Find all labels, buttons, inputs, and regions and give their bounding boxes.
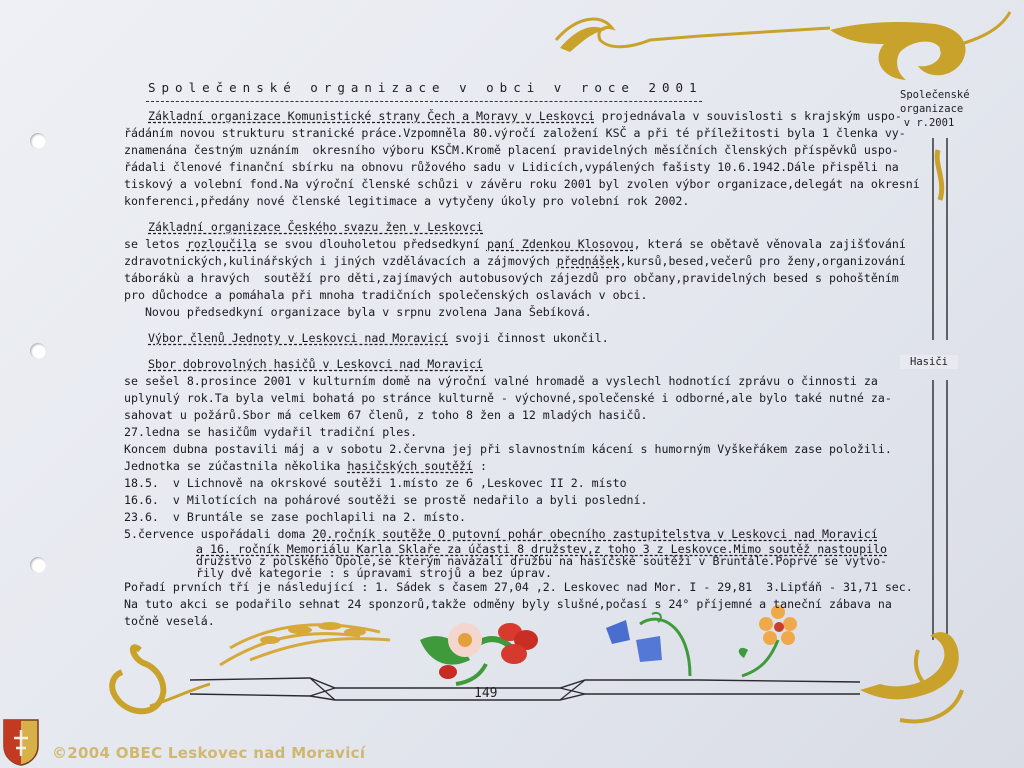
paragraph-line: konferenci,předány nové členské legitimace a vytyčeny úkoly pro volební rok 2002.: [124, 194, 690, 208]
page-heading: Společenské organizace v obci v roce 2001: [148, 80, 703, 95]
paragraph-line: uplynulý rok.Ta byla velmi bohatá po stránce kulturně - výchovné,společenské i odborné,ale bylo také nutné za-: [124, 391, 892, 405]
paragraph-line: řádáním novou strukturu stranické práce.Vzpomněla 80.výročí založení KSČ a při té příležitosti byla 1 členka vy-: [124, 126, 906, 140]
paragraph-line: tiskový a volební fond.Na výroční členské schůzi v závěru roku 2001 byl zvolen výbor organizace,delegát na okresní: [124, 177, 920, 191]
border-line: [190, 678, 860, 700]
paragraph-line: táborákù a hravých soutěží pro děti,zajímavých autobusových zájezdů pro občany,pravidelných besed s pohoštěním: [124, 271, 899, 285]
paragraph-line: Pořadí prvních tří je následující : 1. Sádek s časem 27,04 ,2. Leskovec nad Mor. I - 29,81 3.Lipťáň - 31,71 sec.: [124, 580, 913, 594]
paragraph-line: se sešel 8.prosince 2001 v kulturním domě na výroční valné hromadě a vyslechl hodnotící zprávu o činnosti za: [124, 374, 878, 388]
paragraph-line: 5.července uspořádali doma 20.ročník soutěže O putovní pohár obecního zastupitelstva v Leskovci nad Moravicí: [124, 527, 878, 541]
gold-ornament: [112, 647, 163, 711]
paragraph-line: sahovat u požárů.Sbor má celkem 67 členů, z toho 8 žen a 12 mladých hasičů.: [124, 408, 648, 422]
paragraph-line: pro důchodce a pomáhala při mnoha tradičních společenských oslavách v obci.: [124, 288, 648, 302]
paragraph-line: Koncem dubna postavili máj a v sobotu 2.června jej při slavnostním kácení s humorným Vyškeřákem zase položili.: [124, 442, 892, 456]
paragraph-line: Jednotka se zúčastnila několika hasičských soutěží :: [124, 459, 487, 473]
hasici-section-title: Sbor dobrovolných hasičů v Leskovci nad Moravicí: [148, 357, 484, 371]
paragraph-line: řily dvě kategorie : s úpravami strojů a bez úprav.: [196, 566, 552, 580]
margin-note-firefighters: Hasiči: [900, 355, 958, 369]
flower-bouquet-illustration: [420, 623, 538, 684]
competition-result: 16.6. v Milotících na pohárové soutěži se prostě nedařilo a byli poslední.: [124, 493, 648, 507]
paragraph-line: Novou předsedkyní organizace byla v srpnu zvolena Jana Šebíková.: [124, 305, 592, 319]
gold-ornament: [556, 19, 830, 47]
csz-section-title: Základní organizace Českého svazu žen v Leskovci: [148, 220, 484, 234]
border-line: [933, 138, 947, 640]
competition-result: 23.6. v Bruntále se zase pochlapili na 2. místo.: [124, 510, 467, 524]
paragraph-line: Na tuto akci se podařilo sehnat 24 sponzorů,takže odměny byly slušné,počasí s 24° příjemné a taneční zábava na: [124, 597, 892, 611]
village-coat-of-arms-icon: [2, 718, 40, 766]
paragraph-line: točně veselá.: [124, 614, 215, 628]
page-number: 149: [474, 686, 498, 701]
jednota-section-title: Výbor členů Jednoty v Leskovci nad Moravicí: [148, 331, 449, 345]
gold-ornament: [830, 22, 966, 80]
paragraph-line: zdravotnických,kulinářských i jiných vzdělávacích a zájmových přednášek,kursů,besed,večerů pro ženy,organizování: [124, 254, 906, 268]
paragraph-line: znamenána čestným uznáním okresního výboru KSČM.Kromě placení pravidelných měsíčních členských příspěvků uspo-: [124, 143, 899, 157]
paragraph-line: a 16. ročník Memoriálu Karla Sklaře za účasti 8 družstev,z toho 3 z Leskovce.Mimo soutěž nastoupilo: [196, 542, 888, 556]
competition-result: 18.5. v Lichnově na okrskové soutěži 1.místo ze 6 ,Leskovec II 2. místo: [124, 476, 627, 490]
gold-ornament: [860, 632, 959, 699]
margin-note-organizations: Společenské organizace v r.2001: [900, 89, 970, 129]
copyright-watermark: ©2004 OBEC Leskovec nad Moravicí: [52, 744, 366, 762]
heading-underline: [146, 101, 702, 102]
paragraph-line: družstvo z polského Opole,se kterým navázali družbu na hasičské soutěži v Bruntále.Poprvé se vytvo-: [196, 554, 888, 568]
paragraph-line: se letos rozloučila se svou dlouholetou předsedkyní paní Zdenkou Klosovou, která se obětavě věnovala zajišťování: [124, 237, 906, 251]
ksc-section-title: Základní organizace Komunistické strany Čech a Moravy v Leskovci: [148, 109, 595, 123]
paragraph-line: 27.ledna se hasičům vydařil tradiční ples.: [124, 425, 418, 439]
chronicle-text: [124, 104, 920, 630]
ksc-first-line: Základní organizace Komunistické strany Čech a Moravy v Leskovci projednávala v souvislosti s krajským uspo-: [148, 109, 902, 123]
jednota-line: Výbor členů Jednoty v Leskovci nad Moravicí svoji činnost ukončil.: [148, 331, 609, 345]
paragraph-line: řádali členové finanční sbírku na obnovu růžového sadu v Lidicích,vypálených fašisty 10.6.1942.Dále přispěli na: [124, 160, 899, 174]
